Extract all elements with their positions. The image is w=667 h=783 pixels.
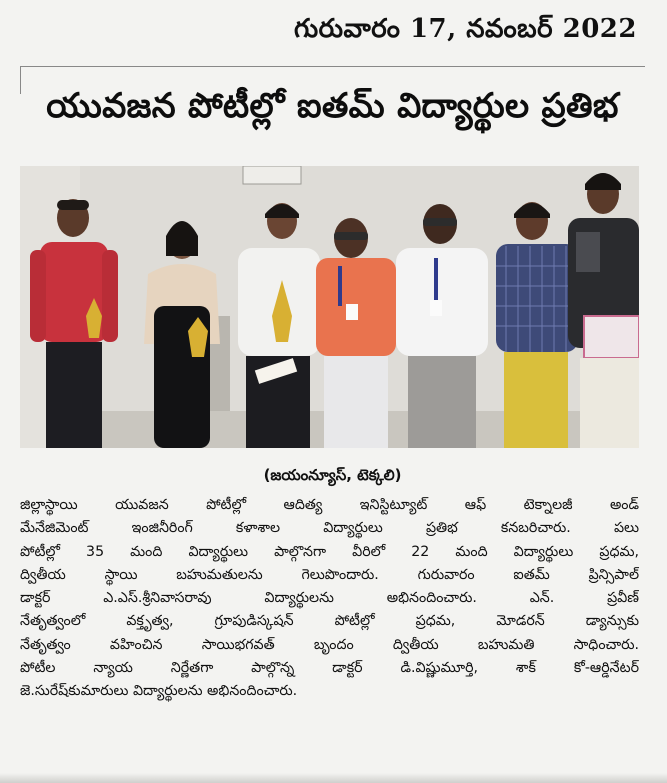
group-photo-illustration	[20, 166, 639, 448]
article-line: ద్వితీయ స్థాయి బహుమతులను గెలుపొందారు. గురువారం ఐతమ్ ప్రిన్సిపాల్	[20, 566, 639, 583]
article-line: పోటీల్లో 35 మంది విద్యార్థులు పాల్గొనగా వీరిలో 22 మంది విద్యార్థులు ప్రధమ,	[20, 543, 639, 560]
wall-sign	[243, 166, 301, 184]
article-line: జిల్లాస్థాయి యువజన పోటీల్లో ఆదిత్య ఇనిస్టిట్యూట్ ఆఫ్ టెక్నాలజీ అండ్	[20, 497, 639, 513]
certificate	[584, 316, 639, 358]
headline: యువజన పోటీల్లో ఐతమ్ విద్యార్థుల ప్రతిభ	[46, 86, 619, 126]
page-bottom-edge	[0, 773, 667, 783]
dateline: గురువారం 17, నవంబర్ 2022	[293, 14, 637, 44]
article-body	[20, 494, 639, 704]
article-line: మేనేజిమెంట్ ఇంజినీరింగ్ కళాశాల విద్యార్థులు ప్రతిభ కనబరిచారు. పలు	[20, 520, 639, 537]
article-line: నేతృత్వం వహించిన సాయిభగవత్ బృందం ద్వితీయ బహుమతి సాధించారు.	[20, 636, 639, 653]
article-line: నేతృత్వంలో వక్తృత్వ, గ్రూపుడిస్కషన్ పోటీల్లో ప్రధమ, మోడరన్ డ్యాన్సుకు	[20, 613, 639, 630]
news-photo	[20, 166, 639, 448]
article-line: పోటీల న్యాయ నిర్ణేతగా పాల్గొన్న డాక్టర్ డి.విష్ణుమూర్తి, శాక్ కో-ఆర్డినేటర్	[20, 660, 639, 677]
article-line: డాక్టర్ ఎ.ఎస్.శ్రీనివాసరావు విద్యార్థులను అభినందించారు. ఎన్. ప్రవీణ్	[20, 590, 639, 607]
photo-credit: (జయంన్యూస్, టెక్కలి)	[263, 466, 402, 484]
header-rule	[20, 66, 645, 67]
article-line: జె.సురేష్‌కుమారులు విద్యార్థులను అభినందించారు.	[20, 683, 298, 700]
